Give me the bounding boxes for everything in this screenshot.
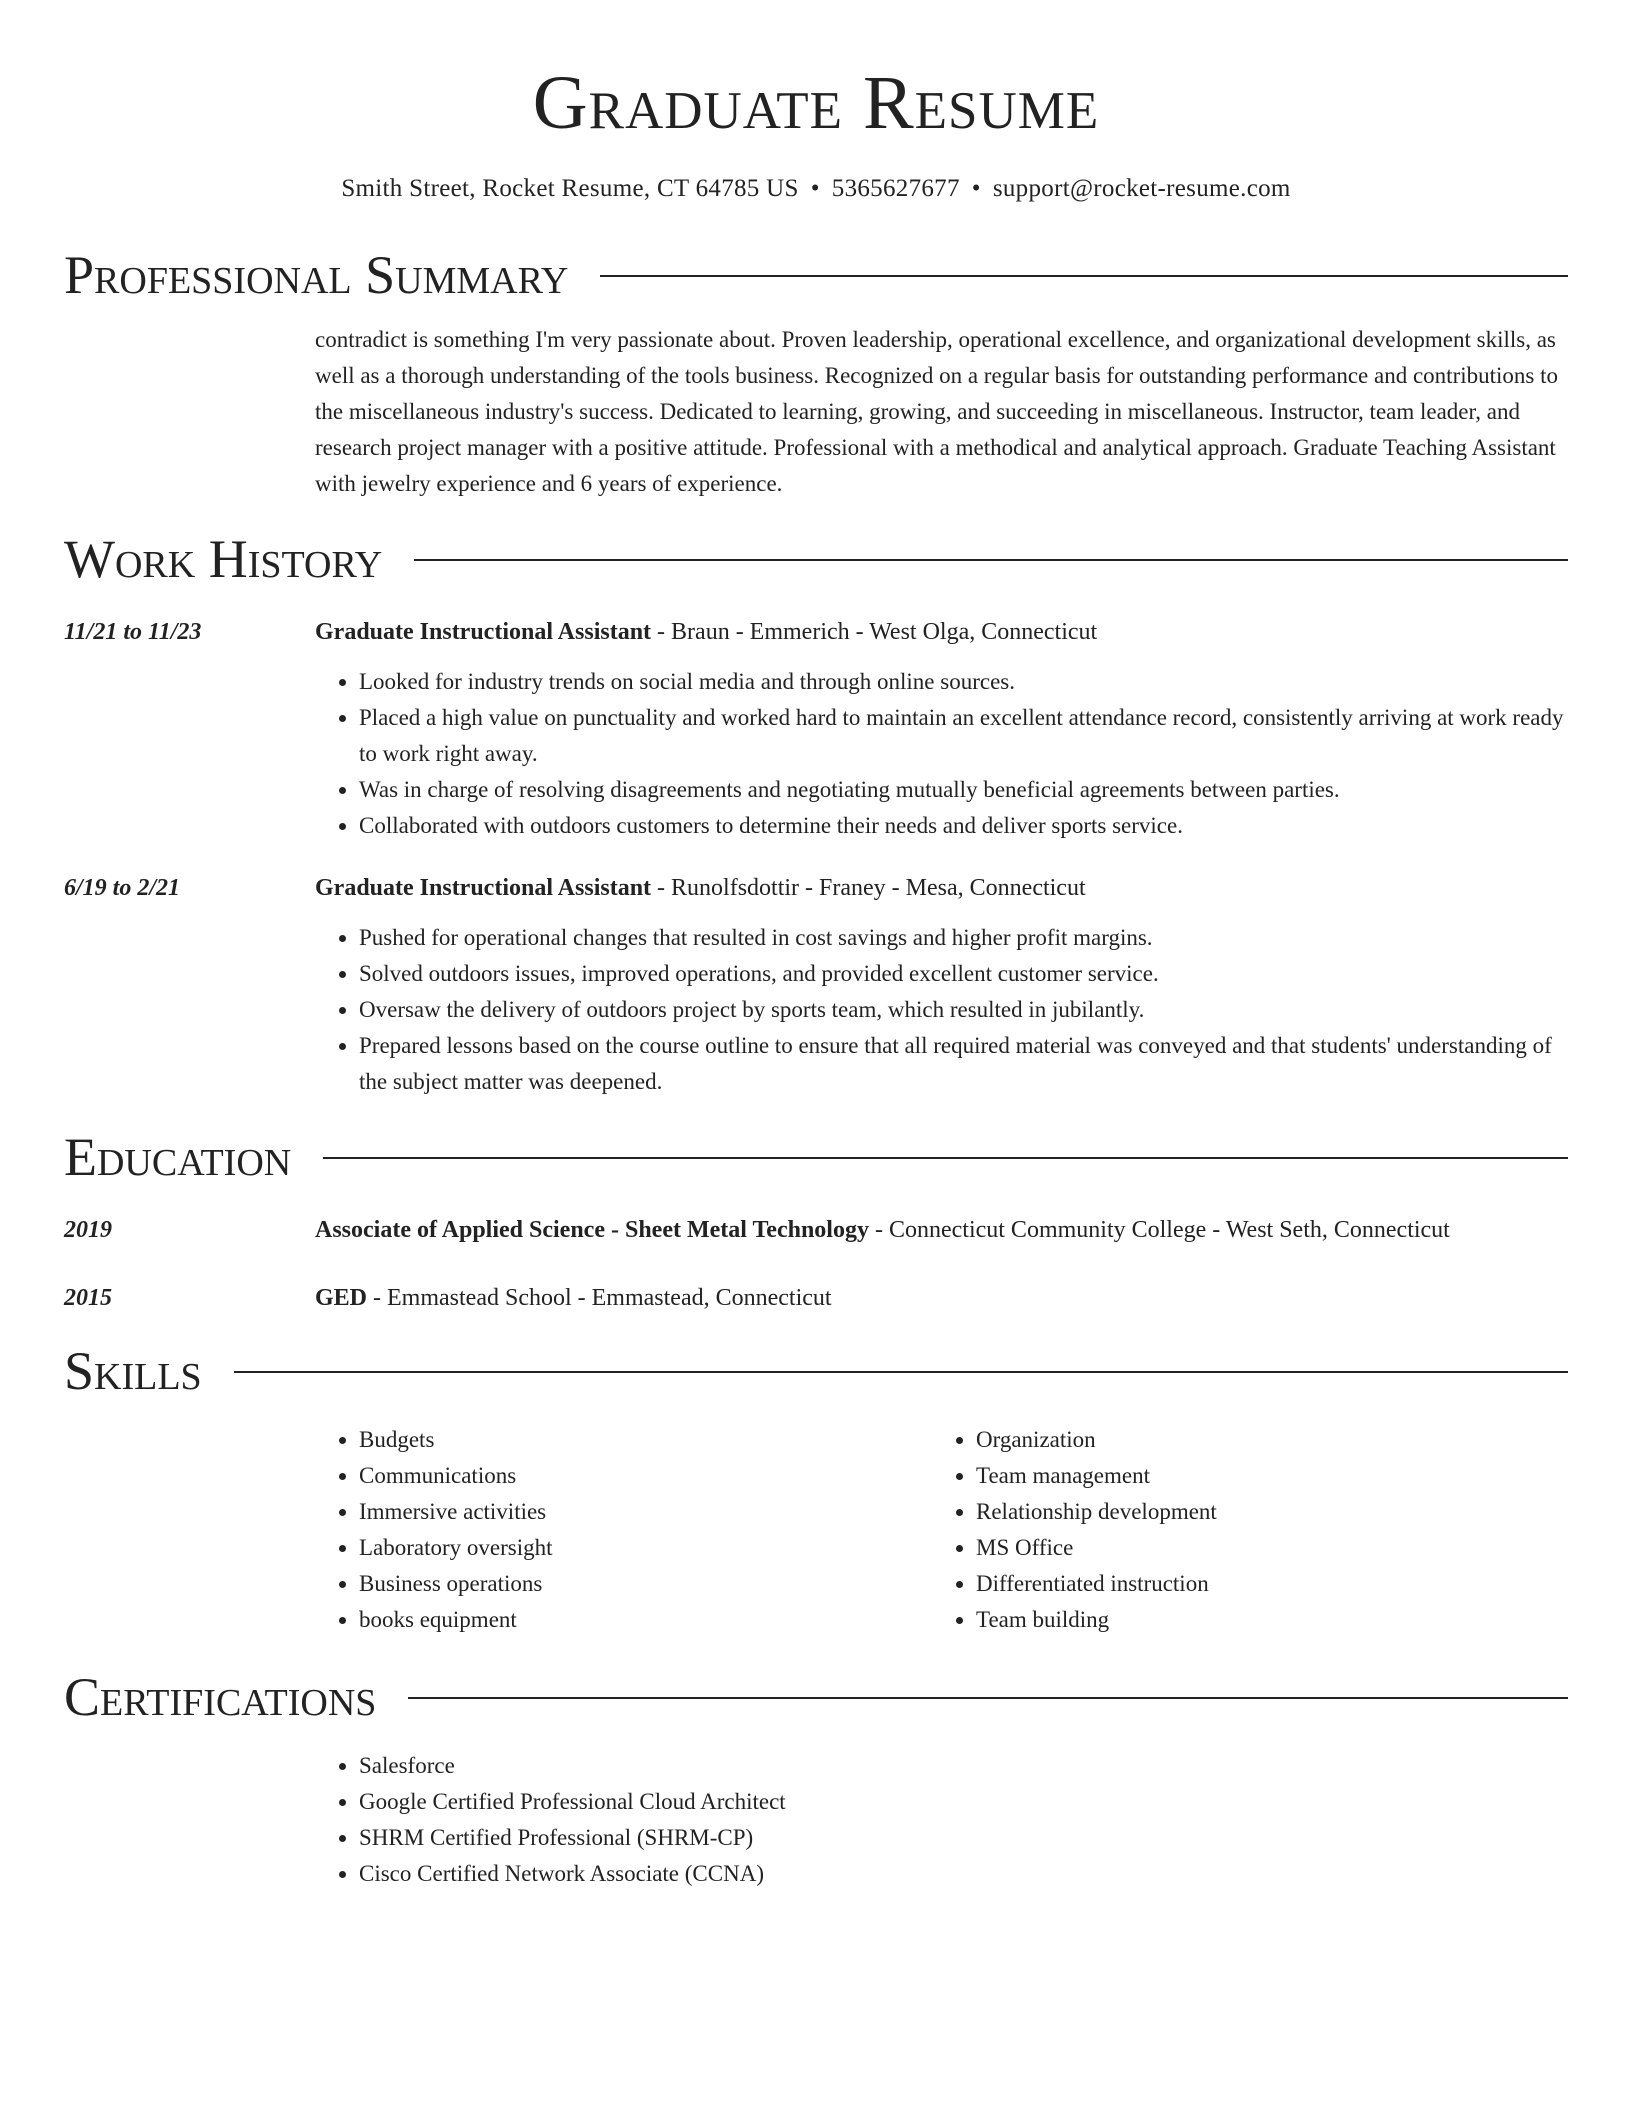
job-entry <box>64 612 1568 844</box>
contact-separator: • <box>971 175 981 202</box>
summary-text: contradict is something I'm very passionate about. Proven leadership, operational excellence, and organizational development skills, as well as a thorough understanding of the tools business. Recognized on a regular basis for outstanding performance and contributions to the miscellaneous industry's success. Dedicated to learning, growing, and succeeding in miscellaneous. Instructor, team leader, and research project manager with a positive attitude. Professional with a methodical and analytical approach. Graduate Teaching Assistant with jewelry experience and 6 years of experience. <box>315 327 1558 496</box>
section-work-history <box>64 528 1568 590</box>
job-body <box>315 612 1568 844</box>
education-year: 2019 <box>64 1217 112 1243</box>
contact-phone: 5365627677 <box>831 175 960 202</box>
contact-email: support@rocket-resume.com <box>992 175 1291 202</box>
education-body <box>315 1278 1568 1318</box>
section-title: Certifications <box>64 1667 377 1727</box>
education-degree: Associate of Applied Science - Sheet Metal Technology <box>315 1217 869 1243</box>
section-title: Work History <box>64 529 383 589</box>
list-item: • Collaborated with outdoors customers to determine their needs and deliver sports service. <box>359 808 1568 844</box>
education-degree: GED <box>315 1285 368 1311</box>
list-item: • Communications <box>359 1458 932 1494</box>
section-title: Education <box>64 1127 292 1187</box>
job-role: Graduate Instructional Assistant <box>315 619 652 645</box>
section-certifications <box>64 1666 1568 1728</box>
section-title: Skills <box>64 1341 202 1401</box>
job-body <box>315 868 1568 1100</box>
section-summary <box>64 244 1568 306</box>
list-item: • Was in charge of resolving disagreements and negotiating mutually beneficial agreements between parties. <box>359 772 1568 808</box>
section-rule <box>323 1157 1568 1159</box>
job-details: - Runolfsdottir - Franey - Mesa, Connecticut <box>651 875 1086 901</box>
list-item: • SHRM Certified Professional (SHRM-CP) <box>359 1820 1568 1856</box>
section-rule <box>408 1697 1568 1699</box>
resume-page <box>64 0 1568 1892</box>
job-dates: 11/21 to 11/23 <box>64 619 202 645</box>
list-item: • Differentiated instruction <box>976 1566 1549 1602</box>
education-details: - Emmastead School - Emmastead, Connecticut <box>367 1285 832 1311</box>
skills-list <box>315 1422 1568 1638</box>
section-education <box>64 1126 1568 1188</box>
section-rule <box>234 1371 1568 1373</box>
list-item: • Google Certified Professional Cloud Architect <box>359 1784 1568 1820</box>
list-item: • Looked for industry trends on social media and through online sources. <box>359 664 1568 700</box>
list-item: • Cisco Certified Network Associate (CCNA) <box>359 1856 1568 1892</box>
section-title: Professional Summary <box>64 245 569 305</box>
resume-name: Graduate Resume <box>532 61 1100 145</box>
list-item: • books equipment <box>359 1602 932 1638</box>
list-item: • Pushed for operational changes that resulted in cost savings and higher profit margins. <box>359 920 1568 956</box>
list-item: • Salesforce <box>359 1748 1568 1784</box>
certifications-list <box>315 1748 1568 1892</box>
contact-line <box>64 172 1568 206</box>
education-year: 2015 <box>64 1285 112 1311</box>
list-item: • Team management <box>976 1458 1549 1494</box>
section-skills <box>64 1340 1568 1402</box>
contact-address: Smith Street, Rocket Resume, CT 64785 US <box>341 175 799 202</box>
job-bullets <box>315 664 1568 844</box>
section-rule <box>414 559 1568 561</box>
job-dates: 6/19 to 2/21 <box>64 875 181 901</box>
job-entry <box>64 868 1568 1100</box>
list-item: • Laboratory oversight <box>359 1530 932 1566</box>
skills-column-right <box>932 1422 1549 1638</box>
list-item: • Team building <box>976 1602 1549 1638</box>
certifications-items <box>315 1748 1568 1892</box>
job-bullets <box>315 920 1568 1100</box>
job-details: - Braun - Emmerich - West Olga, Connecticut <box>651 619 1098 645</box>
skills-column-left <box>315 1422 932 1638</box>
list-item: • Solved outdoors issues, improved operations, and provided excellent customer service. <box>359 956 1568 992</box>
education-body <box>315 1210 1568 1250</box>
list-item: • MS Office <box>976 1530 1549 1566</box>
list-item: • Immersive activities <box>359 1494 932 1530</box>
list-item: • Placed a high value on punctuality and worked hard to maintain an excellent attendance record, consistently arriving at work ready to work right away. <box>359 700 1568 772</box>
education-details: - Connecticut Community College - West Seth, Connecticut <box>868 1217 1450 1243</box>
job-title-line <box>315 612 1568 652</box>
job-role: Graduate Instructional Assistant <box>315 875 652 901</box>
list-item: • Business operations <box>359 1566 932 1602</box>
list-item: • Prepared lessons based on the course outline to ensure that all required material was conveyed and that students' understanding of the subject matter was deepened. <box>359 1028 1568 1100</box>
list-item: • Relationship development <box>976 1494 1549 1530</box>
list-item: • Budgets <box>359 1422 932 1458</box>
education-entry <box>64 1278 1568 1318</box>
list-item: • Oversaw the delivery of outdoors project by sports team, which resulted in jubilantly. <box>359 992 1568 1028</box>
education-entry <box>64 1210 1568 1250</box>
section-rule <box>600 275 1568 277</box>
job-title-line <box>315 868 1568 908</box>
list-item: • Organization <box>976 1422 1549 1458</box>
contact-separator: • <box>810 175 820 202</box>
